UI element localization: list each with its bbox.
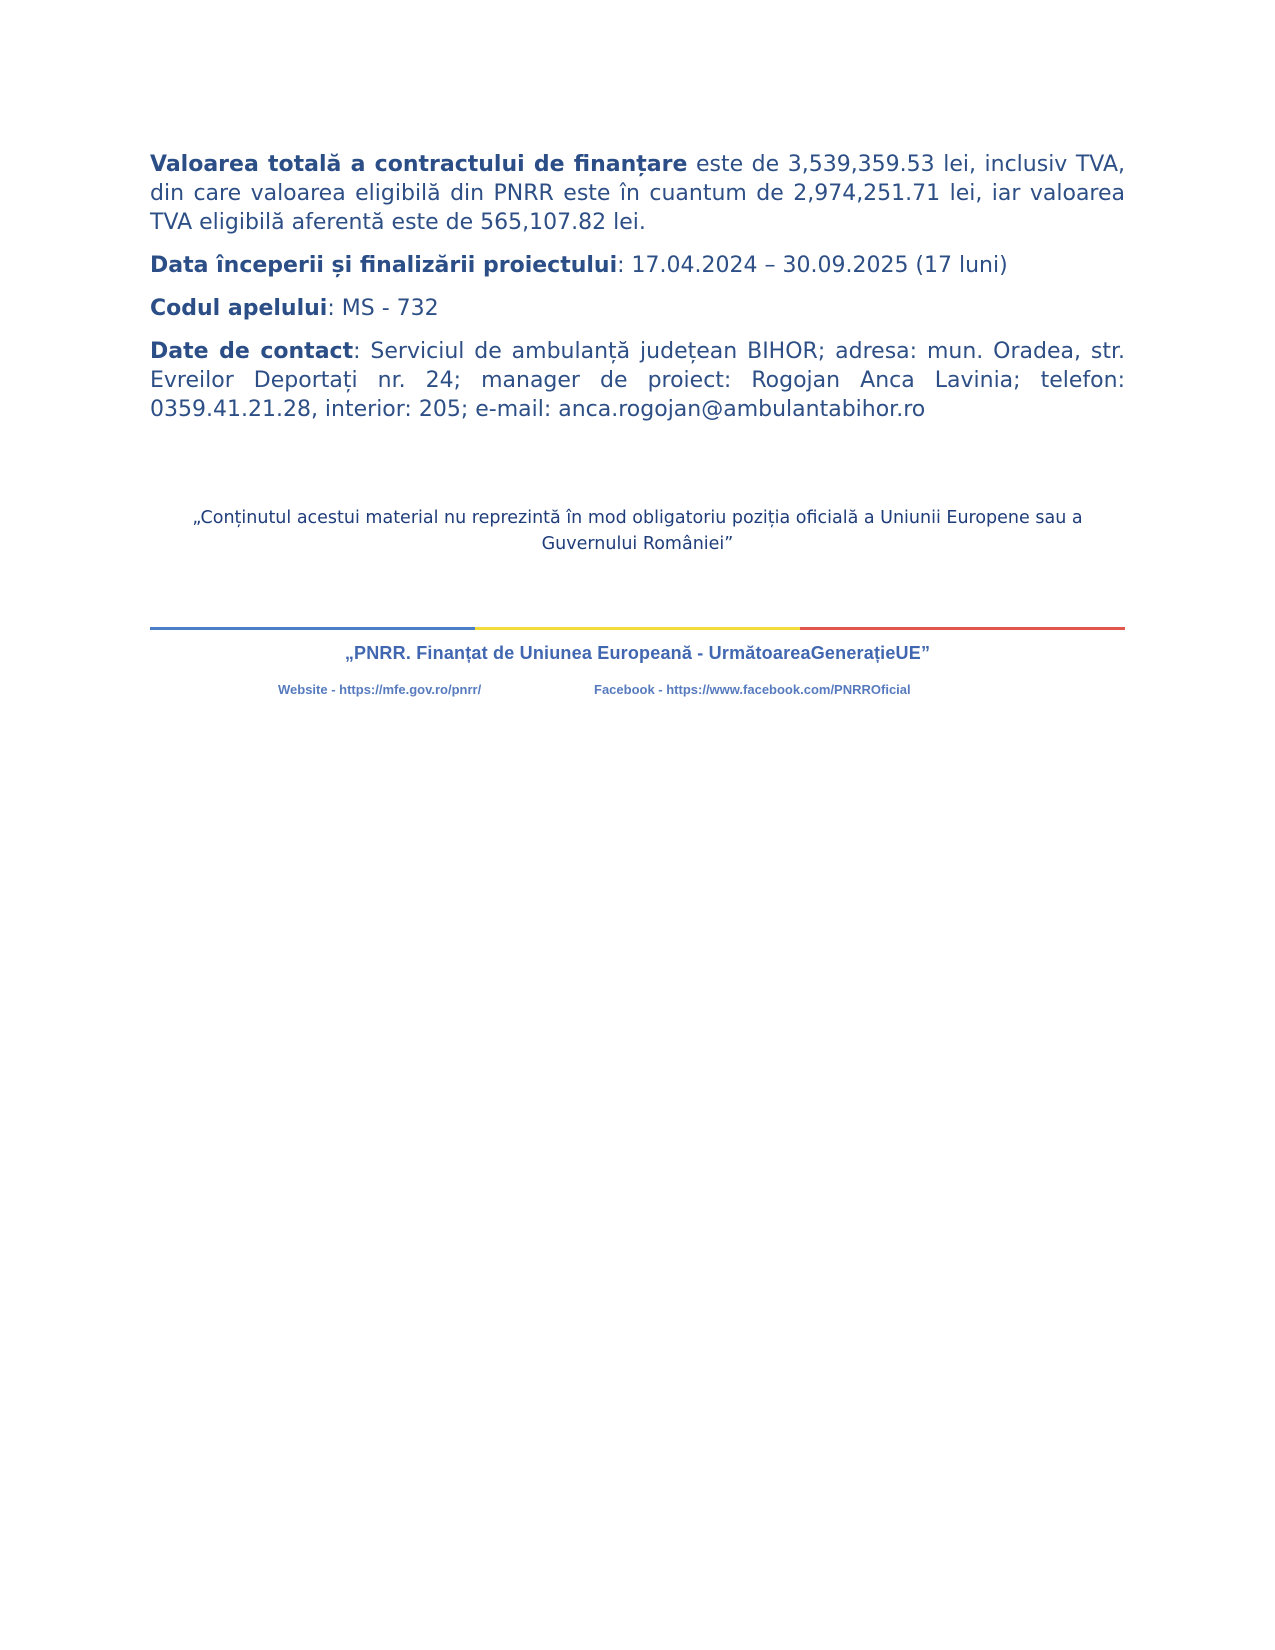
pnrr-footer-banner (150, 627, 1125, 707)
bar-red-segment (800, 627, 1125, 630)
project-dates-paragraph (150, 251, 1125, 280)
tricolor-bar (150, 627, 1125, 630)
disclaimer: „Conținutul acestui material nu reprezintă în mod obligatoriu poziția oficială a Uniunii Europene sau a Guvernului României” (192, 508, 1083, 554)
project-dates-label: Data începerii și finalizării proiectului (150, 253, 618, 278)
project-dates-text: : 17.04.2024 – 30.09.2025 (17 luni) (617, 253, 1008, 278)
contract-value-label: Valoarea totală a contractului de finanțare (150, 152, 688, 177)
call-code-label: Codul apelului (150, 296, 328, 321)
contract-value-text: este de 3,539,359.53 lei, inclusiv TVA, din care valoarea eligibilă din PNRR este în cuantum de 2,974,251.71 lei, iar valoarea TVA eligibilă aferentă este de 565,107.82 lei. (150, 152, 1125, 235)
website-link[interactable]: Website - https://mfe.gov.ro/pnrr/ (278, 682, 482, 697)
contract-value-paragraph (150, 150, 1125, 237)
call-code-paragraph (150, 294, 1125, 323)
contact-paragraph (150, 337, 1125, 424)
document-body (150, 150, 1125, 438)
facebook-link[interactable]: Facebook - https://www.facebook.com/PNRROficial (594, 682, 911, 697)
contact-text: : Serviciul de ambulanță județean BIHOR; adresa: mun. Oradea, str. Evreilor Deportați nr. 24; manager de proiect: Rogojan Anca Lavinia; telefon: 0359.41.21.28, interior: 205; e-mail: anca.rogojan@ambulantabihor.ro (150, 339, 1125, 422)
contact-label: Date de contact (150, 339, 354, 364)
call-code-text: : MS - 732 (327, 296, 439, 321)
bar-yellow-segment (475, 627, 800, 630)
pnrr-slogan: „PNRR. Finanțat de Uniunea Europeană - UrmătoareaGenerațieUE” (344, 643, 931, 663)
bar-blue-segment (150, 627, 475, 630)
